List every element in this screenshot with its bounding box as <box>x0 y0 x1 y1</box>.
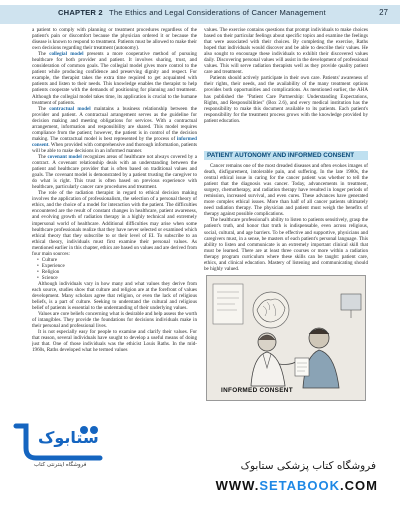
page-header <box>0 0 400 26</box>
paragraph: a patient to comply with planning or treatment procedures regardless of the patient's pain or discomfort because the physician ordered it or because the disease is known to respond to treatment. Patients must be allowed to make their own decisions regarding their treatment (autonomy). <box>32 27 197 52</box>
paragraph: The role of the radiation therapist in regard to ethical decision making involves the application of professionalism, the selection of a personal theory of ethics, and the choice of a model for interaction with the patient. The difficulties encountered are the result of constant changes in healthcare, patient awareness, and evolving growth of radiation therapy in a highly technical and extremely impersonal world of healthcare. Additional difficulties may arise when some healthcare professionals realize that they have never selected or examined which ethical theory that they subscribe to or their level of EI. To subscribe to an ethical theory, individuals must first examine their personal values. As mentioned earlier in this chapter, ethics are based on values and are derived from four main sources: <box>32 190 197 257</box>
paragraph: The healthcare professional's ability to listen to patients sensitively, grasp the patient's truth, and honor that truth is indispensable, even across religious, social, cultural, and age barriers. To be effective and supportive, physicians and caregivers must, in a sense, be masters of each patient's personal language. This ability to listen and communicate is an extremely important clinical skill that must be learned. There are at least three courses or more within a radiation therapy program curriculum where these skills can be taught: patient care, ethics, and clinical education. Mastery of listening and communicating should be highly valued. <box>204 217 368 271</box>
section-body <box>204 163 368 271</box>
watermark-url <box>216 478 378 493</box>
chapter-heading <box>58 8 326 17</box>
values-source-list <box>32 257 197 281</box>
watermark-store-name: فروشگاه کتاب پزشکی ستابوک <box>240 460 376 472</box>
paragraph <box>32 51 197 105</box>
list-item: • Religion <box>43 269 197 275</box>
text-run: recognizes areas of healthcare not always covered by a contract. A covenant relationship deals with an understanding between the patient and healthcare provider that is often based on traditional values and goals. The covenant model is demonstrated by a patient trusting the caregiver to do what is right. This trust is often based on previous experience with healthcare, particularly cancer care procedures and treatment. <box>32 153 197 191</box>
text-run: The <box>38 51 50 58</box>
left-column <box>32 27 197 432</box>
chapter-label: CHAPTER 2 <box>58 8 103 17</box>
paragraph: Patients should actively participate in their own care. Patients' awareness of their rights, their needs, and the availability of the many treatment options provides both opportunities and complications. As mentioned earlier, the AHA has published the "Patient Care Partnership: Understanding Expectations, Rights, and Responsibilities" (Box 2.6), and every medical institution has the responsibility to make this document available to its patients. Each patient's responsibility for the treatment process grows with the knowledge provided by patient education. <box>204 75 368 124</box>
informed-consent-illustration <box>206 275 366 401</box>
brain-scan-icon <box>253 292 289 328</box>
logo-subtext: فروشگاه اینترنتی کتاب <box>34 462 87 468</box>
monitor-icon <box>341 294 361 310</box>
paragraph: Although individuals vary in how many and what values they derive from each source, studies show that culture and religion are at the forefront of values development. Many scholars agree that religion, or even the lack of religious beliefs, is a part of culture. Seeking to understand the cultural and religious belief of patients is essential to the understanding of their underlying values. <box>32 280 197 312</box>
list-item: • Culture <box>43 257 197 263</box>
term-covenant-model: covenant model <box>47 153 82 160</box>
term-contractual-model: contractual model <box>49 105 91 112</box>
paragraph <box>32 106 197 154</box>
paragraph: Values are core beliefs concerning what is desirable and help assess the worth of intangibles. They provide the foundations for decisions individuals make in their personal and professional lives. <box>32 311 197 330</box>
setabook-logo-icon <box>8 418 108 478</box>
url-main: SETABOOK <box>259 478 341 493</box>
paragraph: values. The exercise contains questions that prompt individuals to make choices based on their particular feelings about specific topics and examine the feelings that were associated with their choices. By completing the exercise, Raths hoped that individuals would discover and be able to describe their values. He also sought to encourage these individuals to exhibit their discovered values daily. Discovering personal values will assist in the development of professional values. This will serve radiation therapists well as they provide quality patient care and treatment. <box>204 27 368 76</box>
logo-text: ستابوک <box>38 428 99 447</box>
page-number: 27 <box>379 8 388 17</box>
list-item: • Science <box>43 275 197 281</box>
text-run: The <box>38 105 50 112</box>
section-heading: PATIENT AUTONOMY AND INFORMED CONSENT <box>204 151 368 160</box>
url-suffix: .COM <box>340 478 378 493</box>
watermark-logo <box>8 418 108 478</box>
term-collegial-model: collegial model <box>49 51 84 58</box>
illustration-art <box>207 276 365 400</box>
paragraph <box>32 154 197 190</box>
text-run: . When provided with comprehensive and thorough information, patients will be able to make decisions in an informed manner. <box>32 141 197 154</box>
text-run: The <box>38 153 48 160</box>
url-prefix: WWW. <box>215 478 260 493</box>
term-informed-consent: informed consent <box>32 135 197 148</box>
text-run: presents a more cooperative method of pursuing healthcare for both provider and patient. It involves sharing, trust, and consideration of common goals. The collegial model gives more control to the patient while producing confidence and preserving dignity and respect. For example, the therapist takes the extra time required to get acquainted with patients and listen to their needs. This knowledge enables the therapist to help patients cooperate with the demands of positioning for planning and treatment. Although the collegial model takes time, its application is crucial to the humane treatment of patients. <box>32 51 197 106</box>
paragraph: Cancer remains one of the most dreaded diseases and often evokes images of death, disfigurement, intolerable pain, and suffering. In the late 1980s, the central ethical issue in caring for the cancer patient was whether to tell the patient that the diagnosis was cancer. Today, advancements in treatment, surgery, chemotherapy, and radiation therapy have resulted in longer periods of remission, increased survival, and even cures. These advances have generated more complex ethical issues. More than half of all cancer patients ultimately need radiation therapy. The physician and patient must weigh the benefits of therapy against possible complications. <box>204 163 368 218</box>
paragraph: It is not especially easy for people to examine and clarify their values. For that reason, several individuals have sought to develop a useful means of doing just that. One of those individuals was the ethicist Louis Raths. In the mid-1960s, Raths developed what he termed values <box>32 329 197 354</box>
list-item: • Experience <box>43 263 197 269</box>
chapter-title: The Ethics and Legal Considerations of Cancer Management <box>109 8 326 17</box>
figure-label: INFORMED CONSENT <box>221 387 293 394</box>
text-run: maintains a business relationship between the provider and patient. A contractual arrangement serves as the guideline for decision making and meeting obligations for services. With a contractual arrangement, information and responsibility are shared. This model requires compliance from the patient; however, the patient is in control of the decision making. The contractual model is best represented by the process of <box>32 105 197 142</box>
